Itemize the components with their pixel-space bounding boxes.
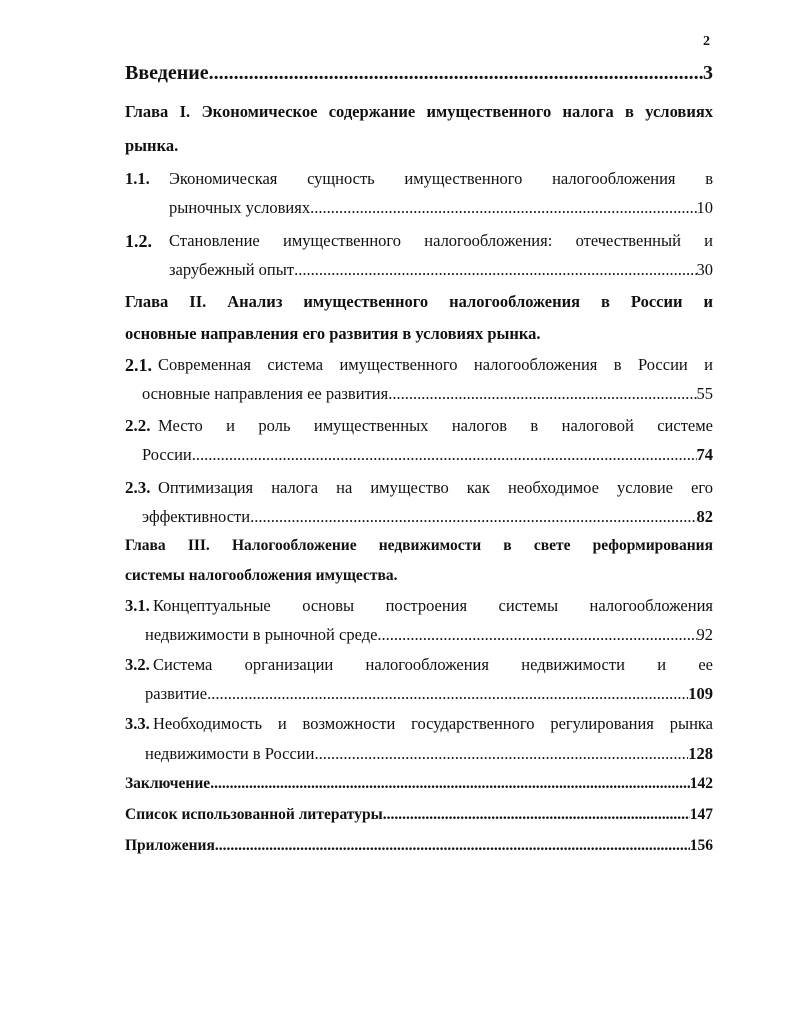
section-title-line-1: Экономическая сущность имущественного налогообложения в <box>169 169 713 188</box>
toc-page: 109 <box>688 684 713 703</box>
toc-page: 3 <box>703 62 713 84</box>
toc-entry-conclusion[interactable] <box>125 775 713 793</box>
dot-leader <box>209 62 703 85</box>
section-title-line-1: Современная система имущественного налогообложения в России и <box>158 355 713 374</box>
section-title-line-2: России <box>142 445 192 464</box>
toc-entry-3-1-continuation[interactable] <box>145 625 713 645</box>
toc-entry-2-1-continuation[interactable] <box>142 384 713 404</box>
section-number: 2.2. <box>125 416 151 435</box>
section-title-line-2: рыночных условиях. <box>169 198 315 217</box>
toc-entry-2-3-continuation[interactable] <box>142 507 713 527</box>
section-title-line-1: Оптимизация налога на имущество как необходимое условие его <box>158 478 713 497</box>
toc-entry-appendices[interactable] <box>125 837 713 855</box>
section-number: 2.3. <box>125 478 151 497</box>
section-title-line-2: развитие <box>145 684 208 703</box>
toc-page: 142 <box>689 775 713 792</box>
section-title-line-2: зарубежный опыт <box>169 260 295 279</box>
chapter-2-title-line-2[interactable]: основные направления его развития в условиях рынка. <box>125 324 541 343</box>
section-number: 3.1. <box>125 596 150 615</box>
toc-entry-3-1[interactable] <box>125 596 713 620</box>
section-title-line-1: Концептуальные основы построения системы налогообложения <box>153 596 713 615</box>
chapter-3-title-line-2[interactable]: системы налогообложения имущества. <box>125 567 398 584</box>
toc-entry-introduction[interactable] <box>125 62 713 85</box>
dot-leader <box>207 684 688 704</box>
dot-leader <box>388 384 696 404</box>
toc-entry-3-3[interactable] <box>125 714 713 738</box>
section-number: 3.3. <box>125 714 150 733</box>
dot-leader <box>377 625 696 645</box>
toc-page: 55 <box>696 384 713 403</box>
section-number: 3.2. <box>125 655 150 674</box>
toc-page: 82 <box>696 507 713 526</box>
dot-leader <box>294 260 696 280</box>
toc-page: 128 <box>688 744 713 763</box>
toc-page: 74 <box>696 445 713 464</box>
section-title-line-2: эффективности <box>142 507 251 526</box>
toc-entry-1-2[interactable] <box>125 231 713 255</box>
toc-page: 92 <box>696 625 713 644</box>
toc-page: 147 <box>689 806 713 823</box>
toc-entry-3-2-continuation[interactable] <box>145 684 713 704</box>
toc-entry-2-2[interactable] <box>125 416 713 440</box>
toc-page: 30 <box>696 260 713 279</box>
toc-title: Заключение <box>125 775 211 792</box>
toc-page: 10 <box>696 198 713 217</box>
section-title-line-1: Место и роль имущественных налогов в налоговой системе <box>158 416 713 435</box>
section-title-line-1: Система организации налогообложения недвижимости и ее <box>153 655 713 674</box>
chapter-2-title-line-1[interactable]: Глава II. Анализ имущественного налогообложения в России и <box>125 292 713 311</box>
toc-entry-1-2-continuation[interactable] <box>169 260 713 280</box>
section-number: 1.1. <box>125 169 150 188</box>
section-title-line-1: Необходимость и возможности государственного регулирования рынка <box>153 714 713 733</box>
toc-entry-2-3[interactable] <box>125 478 713 502</box>
dot-leader <box>210 775 690 793</box>
section-title-line-2: недвижимости в рыночной среде <box>145 625 378 644</box>
dot-leader <box>314 744 688 764</box>
toc-title: Приложения <box>125 837 215 854</box>
toc-title: Введение <box>125 62 209 84</box>
toc-entry-1-1[interactable] <box>125 169 713 193</box>
toc-entry-2-2-continuation[interactable] <box>142 445 713 465</box>
chapter-1-title-line-2[interactable]: рынка. <box>125 136 179 155</box>
toc-entry-3-2[interactable] <box>125 655 713 679</box>
toc-page: 156 <box>689 837 713 854</box>
toc-entry-references[interactable] <box>125 806 713 824</box>
toc-entry-3-3-continuation[interactable] <box>145 744 713 764</box>
page-number: 2 <box>703 34 710 49</box>
dot-leader <box>383 806 690 824</box>
dot-leader <box>314 198 696 218</box>
section-number: 2.1. <box>125 355 152 375</box>
chapter-3-title-line-1[interactable]: Глава III. Налогообложение недвижимости в свете реформирования <box>125 537 713 554</box>
section-title-line-2: основные направления ее развития <box>142 384 389 403</box>
toc-entry-1-1-continuation[interactable] <box>169 198 713 218</box>
dot-leader <box>250 507 696 527</box>
section-title-line-2: недвижимости в России <box>145 744 315 763</box>
section-title-line-1: Становление имущественного налогообложения: отечественный и <box>169 231 713 250</box>
dot-leader <box>215 837 690 855</box>
toc-entry-2-1[interactable] <box>125 355 713 379</box>
toc-title: Список использованной литературы <box>125 806 383 823</box>
section-number: 1.2. <box>125 231 152 251</box>
dot-leader <box>192 445 697 465</box>
chapter-1-title-line-1[interactable]: Глава I. Экономическое содержание имущественного налога в условиях <box>125 102 713 121</box>
